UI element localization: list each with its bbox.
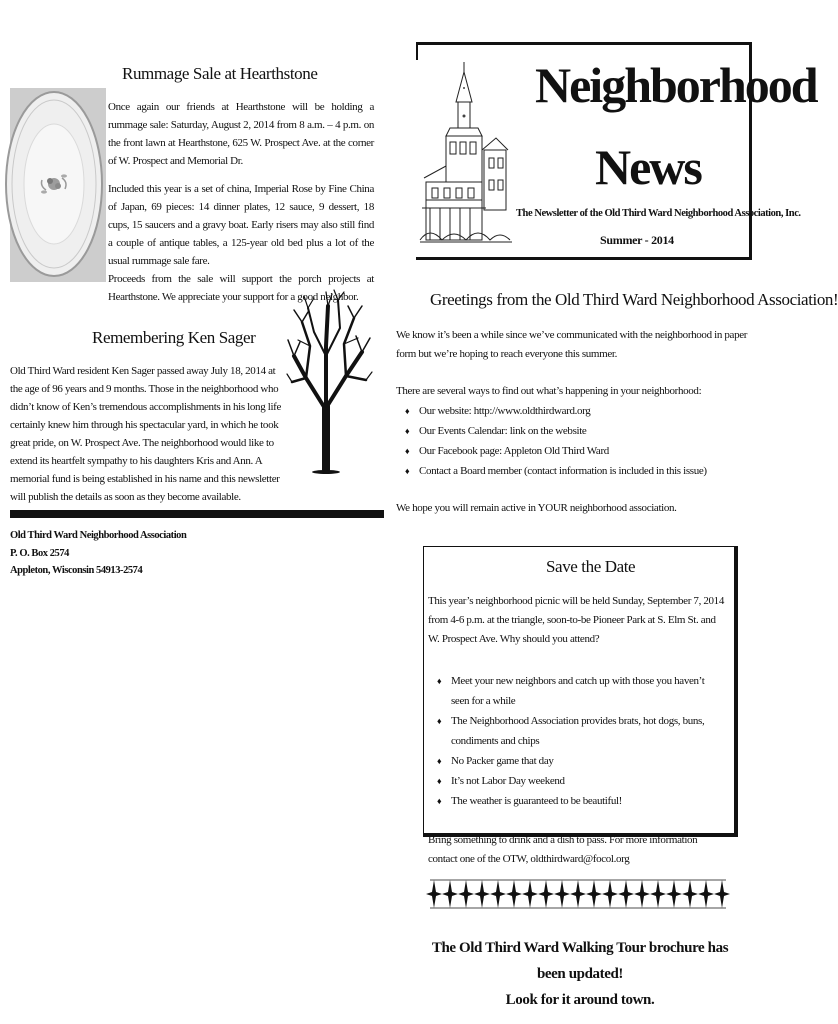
address-line-1: Old Third Ward Neighborhood Association [10,530,187,541]
star-ornament [570,880,586,908]
list-item: ♦ No Packer game that day [428,751,724,771]
decorative-star-border [426,868,730,920]
save-the-date-intro: This year’s neighborhood picnic will be held Sunday, September 7, 2014 from 4-6 p.m. at the triangle, soon-to-be Pioneer Park at S. Elm St. and W. Prospect Ave. Why should you attend? [428,595,724,645]
tree-drawing [286,286,374,474]
china-plate-photo [10,88,106,282]
list-item: ♦ Our website: http://www.oldthirdward.org [396,401,760,421]
save-the-date-closing: Bring something to drink and a dish to pass. For more information contact one of the OTW, oldthirdward@focol.org [428,834,698,865]
star-ornament [554,880,570,908]
section-divider [10,510,384,518]
star-ornament [506,880,522,908]
mailing-address [10,527,186,580]
save-the-date-title: Save the Date [546,557,636,576]
masthead-title-line-1: Neighborhood [535,57,817,113]
rummage-title: Rummage Sale at Hearthstone [122,64,318,83]
address-line-3: Appleton, Wisconsin 54913-2574 [10,565,143,576]
masthead-subtitle: The Newsletter of the Old Third Ward Neighborhood Association, Inc. [516,208,801,219]
rummage-para-1: Once again our friends at Hearthstone will be holding a rummage sale: Saturday, August 2, 2014 from 8 a.m. – 4 p.m. on the front lawn at Hearthstone, 625 W. Prospect Ave. at the corner of W. Prospect and Memorial Dr. [108,101,374,167]
list-item: ♦ The weather is guaranteed to be beautiful! [428,791,724,811]
rummage-para-3: Proceeds from the sale will support the porch projects at Hearthstone. We appreciate your support for a good neighbor. [108,273,374,303]
list-item: ♦ Meet your new neighbors and catch up with those you haven’t seen for a while [428,671,724,711]
ken-body: Old Third Ward resident Ken Sager passed away July 18, 2014 at the age of 96 years and 9 months. Those in the neighborhood who didn’t know of Ken’s tremendous accomplishments in his long life certainly knew him through his spectacular yard, in which he took great pride, on W. Prospect Ave. The neighborhood would like to extend its heartfelt sympathy to his daughters Kris and Ann. A memorial fund is being established in his name and this newsletter will publish the details as soon as they become available. [10,365,281,503]
house-drawing [420,58,512,248]
rummage-body [108,98,374,306]
greetings-title: Greetings from the Old Third Ward Neighborhood Association! [430,290,838,309]
list-item: ♦ The Neighborhood Association provides brats, hot dogs, buns, condiments and chips [428,711,724,751]
greetings-lead: There are several ways to find out what’s happening in your neighborhood: [396,385,702,397]
list-item: ♦ Our Facebook page: Appleton Old Third Ward [396,441,760,461]
list-item: ♦ Contact a Board member (contact information is included in this issue) [396,461,760,481]
star-ornament [634,880,650,908]
walking-tour-line-1: The Old Third Ward Walking Tour brochure has been updated! [431,940,729,982]
rummage-para-2: Included this year is a set of china, Imperial Rose by Fine China of Japan, 69 pieces: 14 dinner plates, 12 sauce, 9 dessert, 18 cups, 15 saucers and a gravy boat. Early risers may also still find a couple of antique tables, a 125-year old bed plus a lot of the usual rummage sale fare. [108,183,374,267]
list-item: ♦ Our Events Calendar: link on the website [396,421,760,441]
star-ornament [474,880,490,908]
star-ornament [650,880,666,908]
victorian-house-illustration [420,58,512,248]
walking-tour-line-2: Look for it around town. [505,992,655,1008]
star-ornament [602,880,618,908]
save-the-date-list [428,671,724,811]
star-ornament [586,880,602,908]
star-ornament [522,880,538,908]
star-ornament [682,880,698,908]
masthead-frame-corner [416,42,418,60]
plate-image [10,88,106,282]
greetings-body [396,326,760,518]
save-the-date-body [428,592,724,869]
greetings-intro: We know it’s been a while since we’ve communicated with the neighborhood in paper form but we’re hoping to reach everyone this summer. [396,329,748,360]
issue-season: Summer - 2014 [600,233,674,247]
ken-title: Remembering Ken Sager [92,328,256,347]
greetings-list [396,401,760,481]
list-item: ♦ It’s not Labor Day weekend [428,771,724,791]
star-ornament [666,880,682,908]
address-line-2: P. O. Box 2574 [10,547,69,559]
tree-illustration [286,286,374,474]
star-ornament [538,880,554,908]
greetings-closing: We hope you will remain active in YOUR neighborhood association. [396,502,677,514]
star-ornament [618,880,634,908]
masthead-title-line-2: News [595,139,701,195]
star-ornament [490,880,506,908]
walking-tour-notice [420,935,740,1013]
star-ornament [698,880,714,908]
star-ornament [442,880,458,908]
star-ornament [426,880,442,908]
star-border-drawing [426,868,730,920]
star-ornament [714,880,730,908]
star-ornament [458,880,474,908]
